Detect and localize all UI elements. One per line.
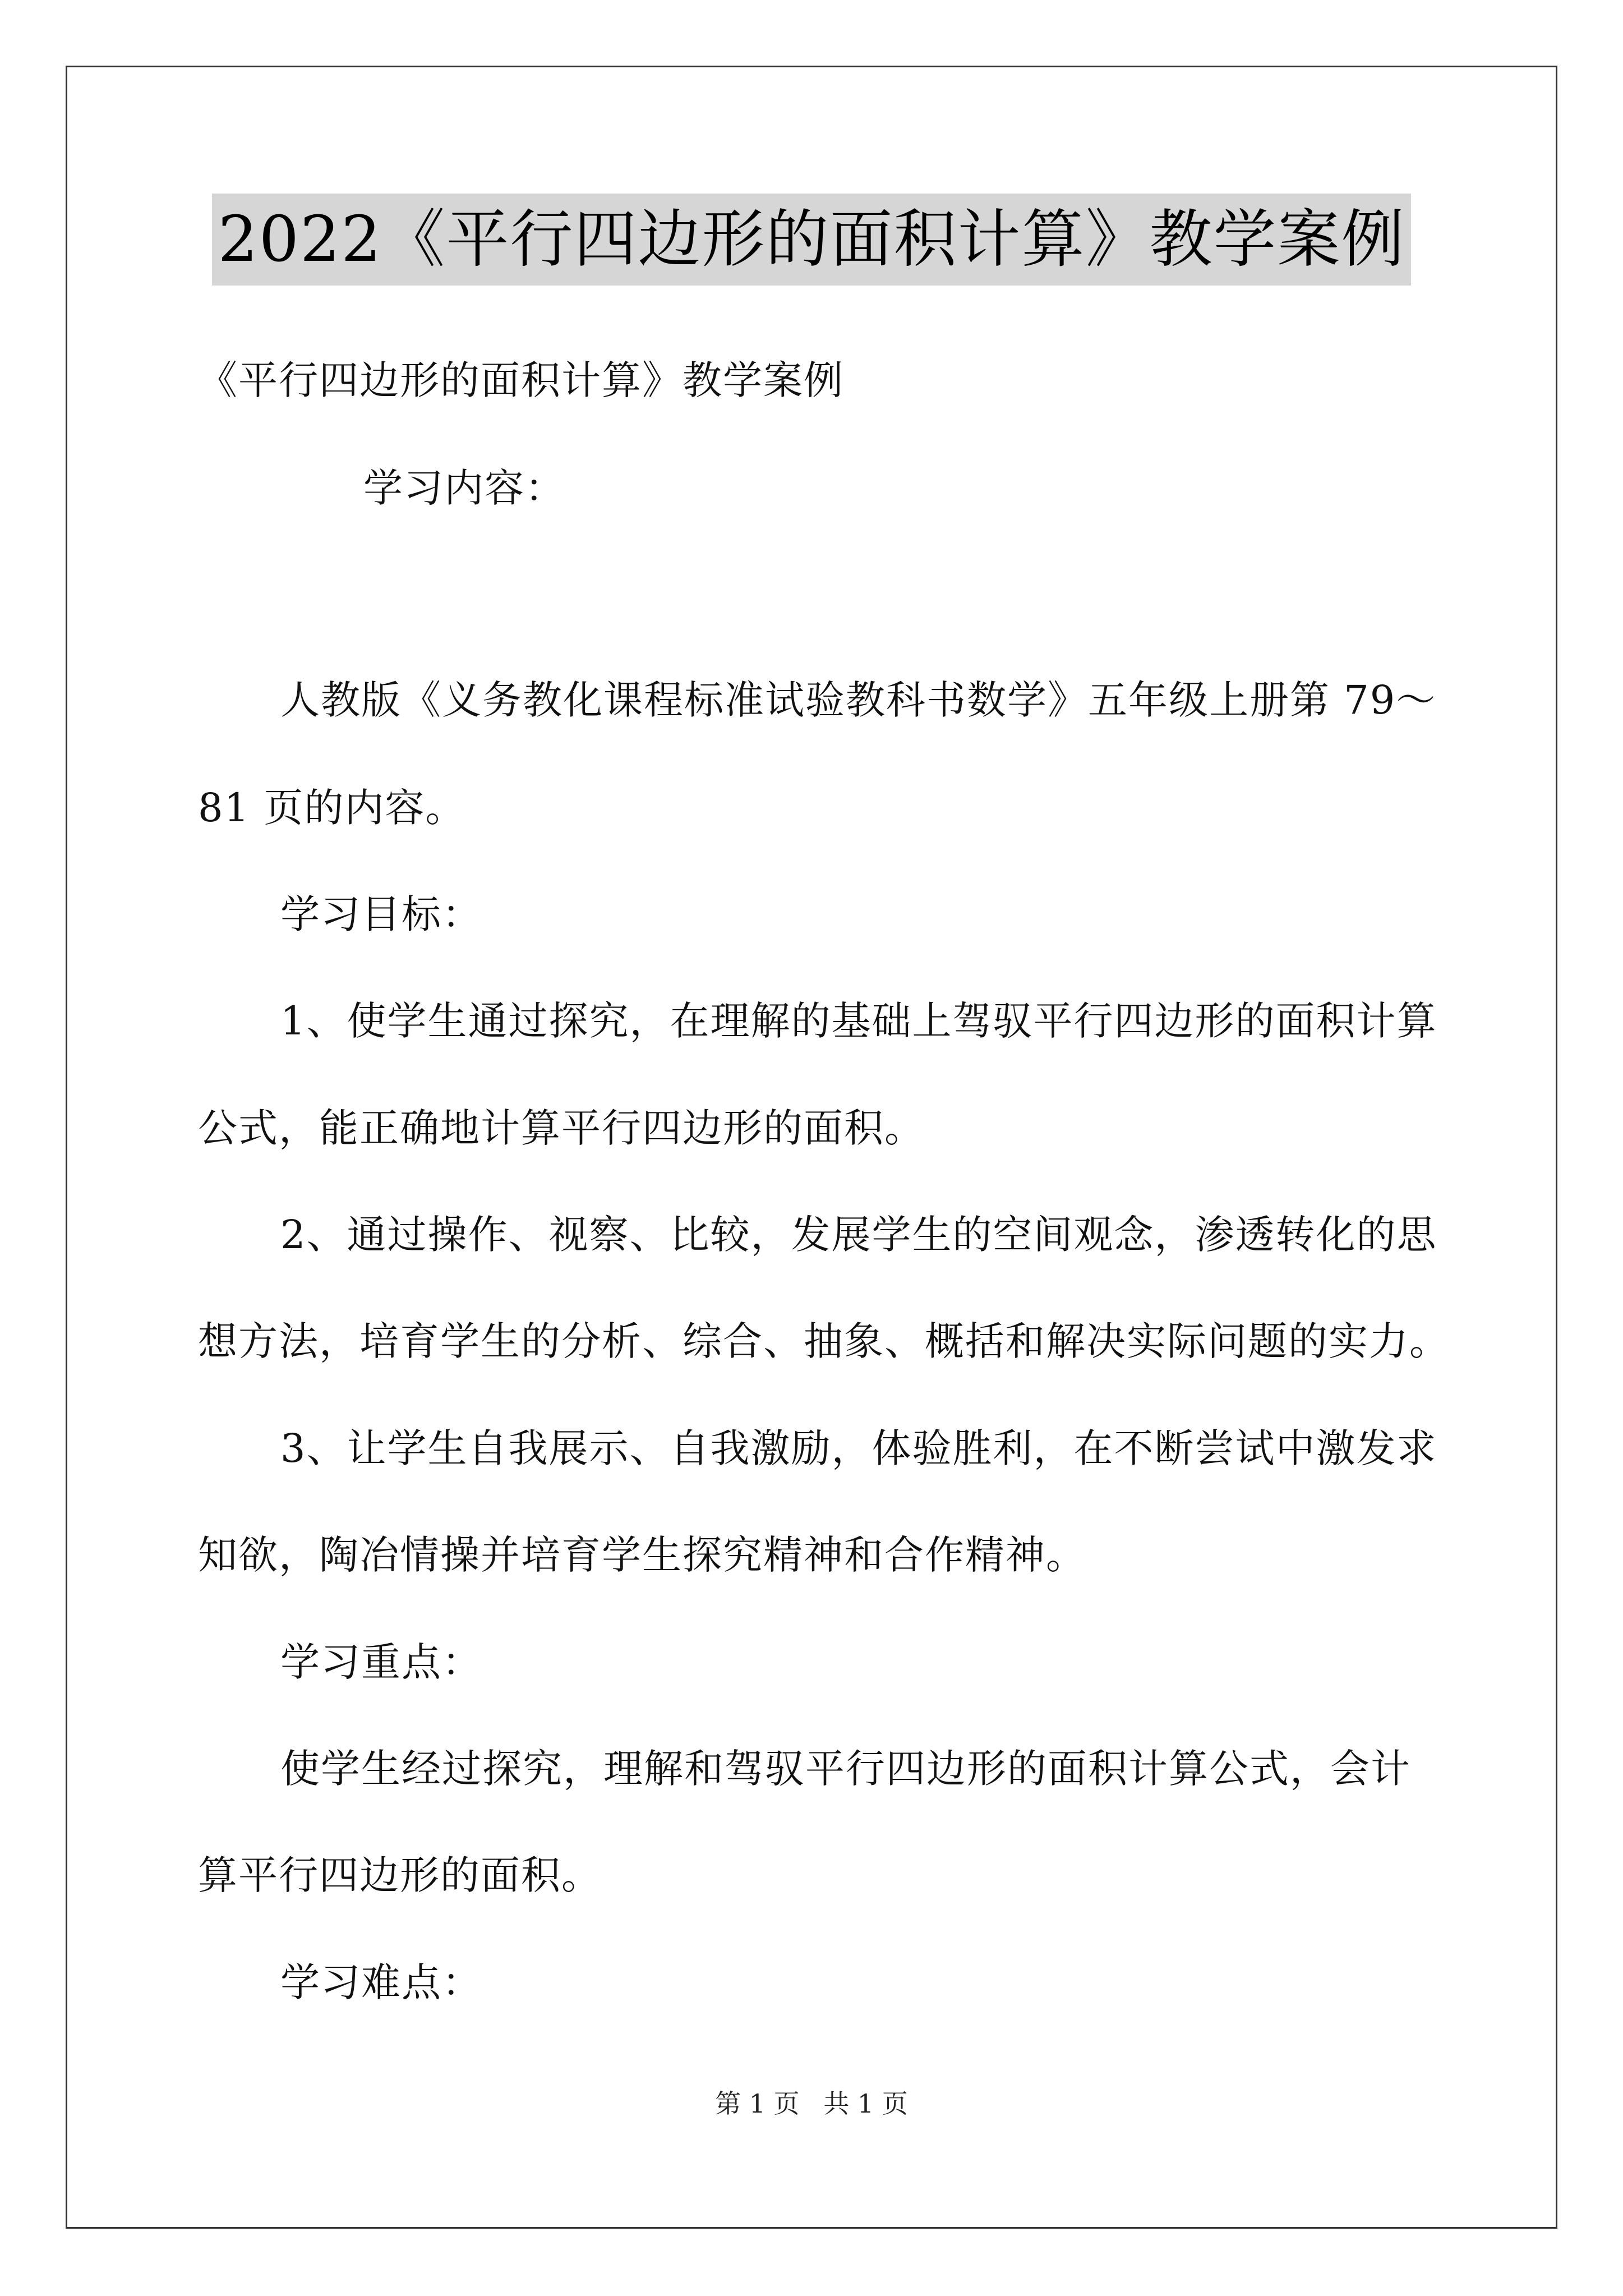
paragraph-line: 想方法，培育学生的分析、综合、抽象、概括和解决实际问题的实力。 xyxy=(198,1318,1450,1364)
paragraph-line: 2、通过操作、视察、比较，发展学生的空间观念，渗透转化的思 xyxy=(280,1212,1437,1258)
paragraph-line: 3、让学生自我展示、自我激励，体验胜利，在不断尝试中激发求 xyxy=(280,1425,1437,1471)
page-number: 第 1 页 xyxy=(715,2088,800,2119)
page-total: 共 1 页 xyxy=(823,2088,908,2119)
paragraph-line: 81 页的内容。 xyxy=(198,785,466,831)
paragraph-line: 公式，能正确地计算平行四边形的面积。 xyxy=(198,1105,925,1151)
section-heading-key-points: 学习重点： xyxy=(280,1639,482,1685)
paragraph-line: 算平行四边形的面积。 xyxy=(198,1852,602,1898)
paragraph-line: 使学生经过探究，理解和驾驭平行四边形的面积计算公式，会计 xyxy=(280,1746,1411,1792)
paragraph-line: 人教版《义务教化课程标准试验教科书数学》五年级上册第 79～ xyxy=(280,677,1437,723)
section-heading-content: 学习内容： xyxy=(363,465,565,511)
page-footer xyxy=(0,2087,1623,2120)
section-heading-difficulties: 学习难点： xyxy=(280,1959,482,2005)
paragraph-line: 知欲，陶冶情操并培育学生探究精神和合作精神。 xyxy=(198,1532,1086,1578)
document-title: 2022《平行四边形的面积计算》教学案例 xyxy=(212,194,1410,286)
title-container xyxy=(0,194,1623,286)
document-subtitle: 《平行四边形的面积计算》教学案例 xyxy=(198,357,844,403)
paragraph-line: 1、使学生通过探究，在理解的基础上驾驭平行四边形的面积计算 xyxy=(280,998,1437,1044)
section-heading-goals: 学习目标： xyxy=(280,891,482,937)
